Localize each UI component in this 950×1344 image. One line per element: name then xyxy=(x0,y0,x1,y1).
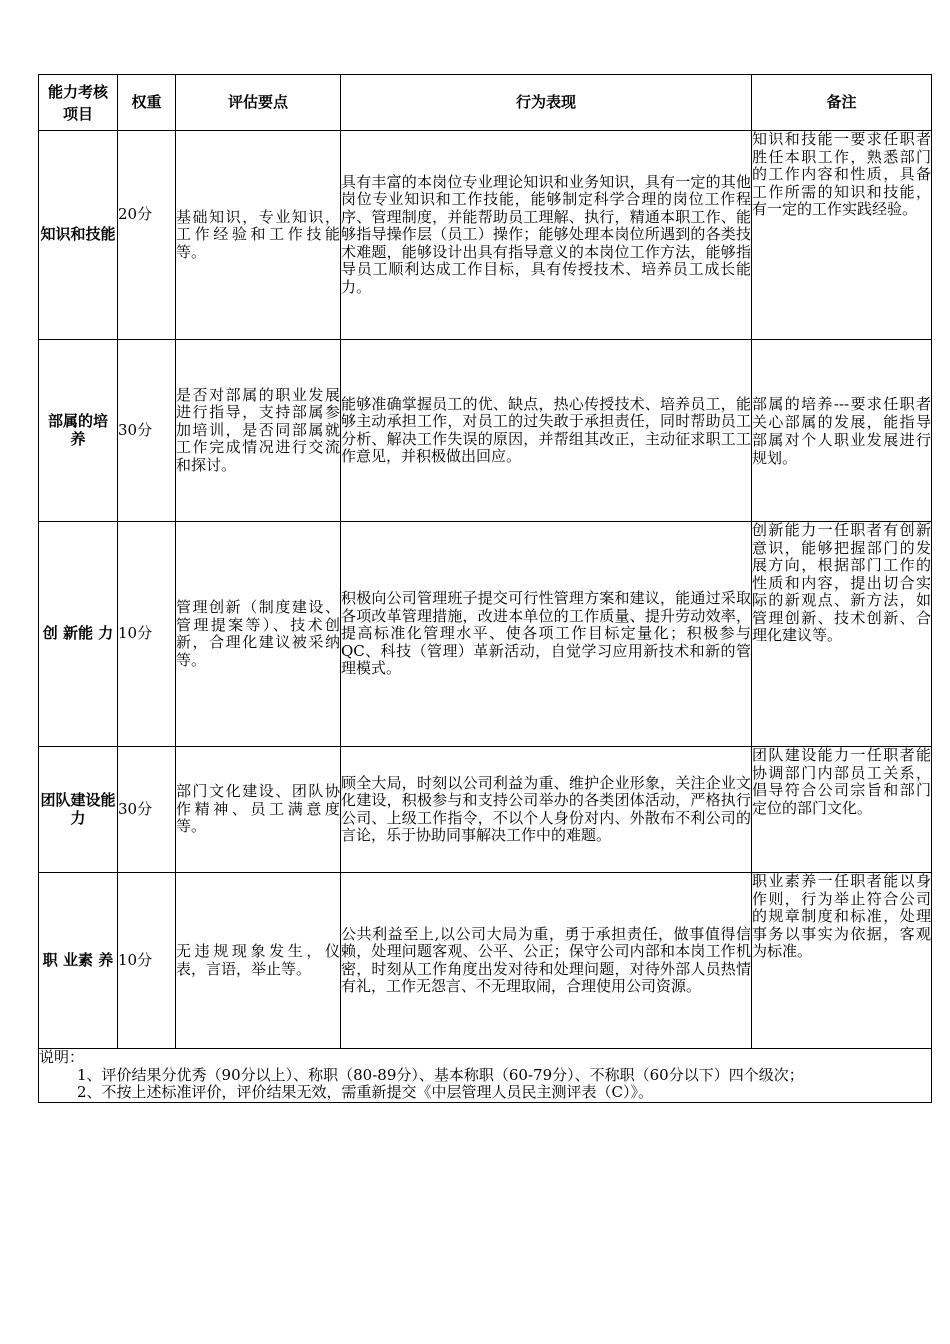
row-behavior: 具有丰富的本岗位专业理论知识和业务知识，具有一定的其他岗位专业知识和工作技能，能够制定科学合理的岗位工作程序、管理制度，并能帮助员工理解、执行，精通本职工作、能够指导操作层（员工）操作；能够处理本岗位所遇到的各类技术难题，能够设计出具有指导意义的本岗位工作方法，能够指导员工顺利达成工作目标，具有传授技术、培养员工成长能力。 xyxy=(341,131,752,340)
header-row xyxy=(39,75,932,131)
header-points: 评估要点 xyxy=(176,75,341,131)
row-behavior: 积极向公司管理班子提交可行性管理方案和建议，能通过采取各项改革管理措施，改进本单位的工作质量、提升劳动效率，提高标准化管理水平、使各项工作目标定量化；积极参与QC、科技（管理）革新活动，自觉学习应用新技术和新的管理模式。 xyxy=(341,522,752,747)
row-weight: 30分 xyxy=(118,340,176,522)
row-behavior: 公共利益至上,以公司大局为重，勇于承担责任，做事值得信赖，处理问题客观、公平、公正；保守公司内部和本岗工作机密，时刻从工作角度出发对待和处理问题，对待外部人员热情有礼，工作无怨言、不无理取闹，合理使用公司资源。 xyxy=(341,873,752,1049)
table-row xyxy=(39,131,932,340)
row-note: 部属的培养---要求任职者关心部属的发展，能指导部属对个人职业发展进行规划。 xyxy=(752,340,932,522)
row-weight: 30分 xyxy=(118,747,176,873)
row-weight: 10分 xyxy=(118,873,176,1049)
row-points: 部门文化建设、团队协作精神、员工满意度等。 xyxy=(176,747,341,873)
explanation-line-1: 1、评价结果分优秀（90分以上）、称职（80-89分）、基本称职（60-79分）、不称职（60分以下）四个级次； xyxy=(77,1065,804,1084)
row-weight: 20分 xyxy=(118,131,176,340)
row-note: 团队建设能力一任职者能协调部门内部员工关系，倡导符合公司宗旨和部门定位的部门文化。 xyxy=(752,747,932,873)
row-behavior: 能够准确掌握员工的优、缺点，热心传授技术、培养员工，能够主动承担工作，对员工的过失敢于承担责任，同时帮助员工分析、解决工作失误的原因，并帮组其改正，主动征求职工工作意见，并积极做出回应。 xyxy=(341,340,752,522)
header-item: 能力考核项目 xyxy=(39,75,118,131)
row-item: 部属的培 养 xyxy=(39,340,118,522)
row-points: 管理创新（制度建设、管理提案等）、技术创新，合理化建议被采纳等。 xyxy=(176,522,341,747)
explanation-row xyxy=(39,1049,932,1103)
row-item: 创 新能 力 xyxy=(39,522,118,747)
table-row xyxy=(39,340,932,522)
table-row xyxy=(39,522,932,747)
row-points: 是否对部属的职业发展进行指导，支持部属参加培训，是否同部属就工作完成情况进行交流和探讨。 xyxy=(176,340,341,522)
explanation-cell xyxy=(39,1049,932,1103)
explanation-title: 说明： xyxy=(39,1048,85,1066)
row-note: 知识和技能一要求任职者胜任本职工作，熟悉部门的工作内容和性质，具备工作所需的知识和技能，有一定的工作实践经验。 xyxy=(752,131,932,340)
header-note: 备注 xyxy=(752,75,932,131)
header-behavior: 行为表现 xyxy=(341,75,752,131)
row-item: 团队建设能力 xyxy=(39,747,118,873)
row-note: 职业素养一任职者能以身作则，行为举止符合公司的规章制度和标准，处理事务以事实为依据，客观为标准。 xyxy=(752,873,932,1049)
row-item: 知识和技能 xyxy=(39,131,118,340)
evaluation-table xyxy=(38,74,932,1103)
row-note: 创新能力一任职者有创新意识，能够把握部门的发展方向，根据部门工作的性质和内容，提出切合实际的新观点、新方法，如管理创新、技术创新、合理化建议等。 xyxy=(752,522,932,747)
row-behavior: 顾全大局，时刻以公司利益为重、维护企业形象，关注企业文化建设，积极参与和支持公司举办的各类团体活动，严格执行公司、上级工作指令，不以个人身份对内、外散布不利公司的言论，乐于协助同事解决工作中的难题。 xyxy=(341,747,752,873)
table-row xyxy=(39,747,932,873)
table-row xyxy=(39,873,932,1049)
row-weight: 10分 xyxy=(118,522,176,747)
explanation-line-2: 2、不按上述标准评价，评价结果无效，需重新提交《中层管理人员民主测评表（C）》。 xyxy=(77,1083,654,1101)
header-weight: 权重 xyxy=(118,75,176,131)
row-points: 无违规现象发生，仪表，言语，举止等。 xyxy=(176,873,341,1049)
row-item: 职 业素 养 xyxy=(39,873,118,1049)
row-points: 基础知识，专业知识，工作经验和工作技能等。 xyxy=(176,131,341,340)
